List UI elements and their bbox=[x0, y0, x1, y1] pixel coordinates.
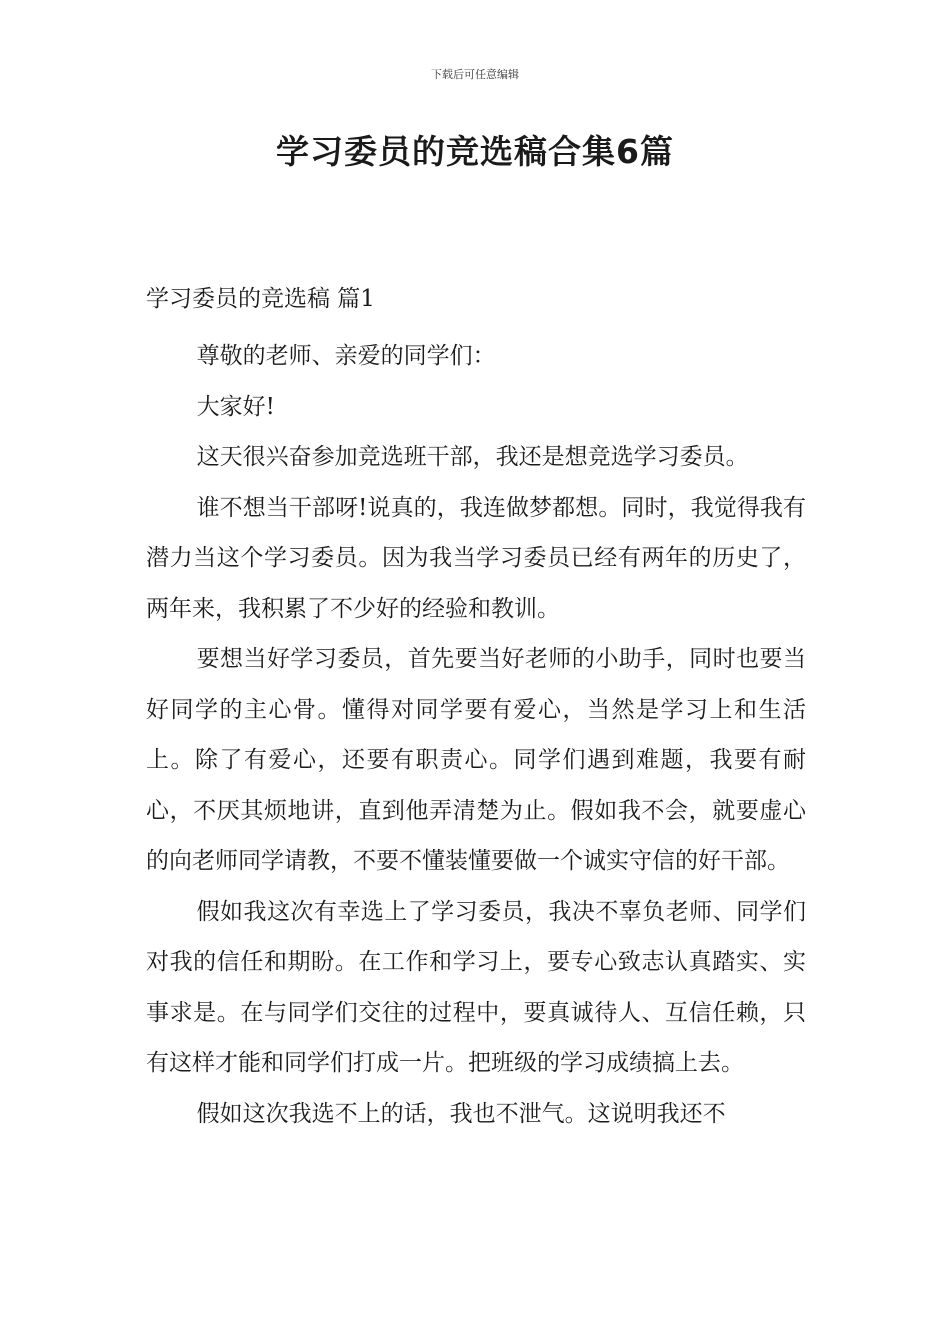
paragraph-experience: 谁不想当干部呀!说真的，我连做梦都想。同时，我觉得我有潜力当这个学习委员。因为我当学习委员已经有两年的历史了，两年来，我积累了不少好的经验和教训。 bbox=[146, 494, 806, 622]
paragraph-promise: 假如我这次有幸选上了学习委员，我决不辜负老师、同学们对我的信任和期盼。在工作和学习上，要专心致志认真踏实、实事求是。在与同学们交往的过程中，要真诚待人、互信任赖，只有这样才能和同学们打成一片。把班级的学习成绩搞上去。 bbox=[146, 898, 806, 1076]
page-header-note: 下载后可任意编辑 bbox=[431, 68, 519, 81]
paragraph-greeting: 尊敬的老师、亲爱的同学们： bbox=[196, 343, 496, 369]
paragraph-intro: 这天很兴奋参加竞选班干部，我还是想竞选学习委员。 bbox=[196, 444, 749, 470]
document-title: 学习委员的竞选稿合集6篇 bbox=[276, 132, 674, 171]
section-title: 学习委员的竞选稿 篇1 bbox=[146, 286, 375, 312]
paragraph-if-not-elected: 假如这次我选不上的话，我也不泄气。这说明我还不 bbox=[196, 1100, 726, 1127]
paragraph-duties: 要想当好学习委员，首先要当好老师的小助手，同时也要当好同学的主心骨。懂得对同学要有爱心，当然是学习上和生活上。除了有爱心，还要有职责心。同学们遇到难题，我要有耐心，不厌其烦地讲，直到他弄清楚为止。假如我不会，就要虚心的向老师同学请教，不要不懂装懂要做一个诚实守信的好干部。 bbox=[146, 646, 806, 874]
paragraph-hello: 大家好! bbox=[196, 393, 275, 420]
document-body bbox=[146, 280, 806, 1139]
